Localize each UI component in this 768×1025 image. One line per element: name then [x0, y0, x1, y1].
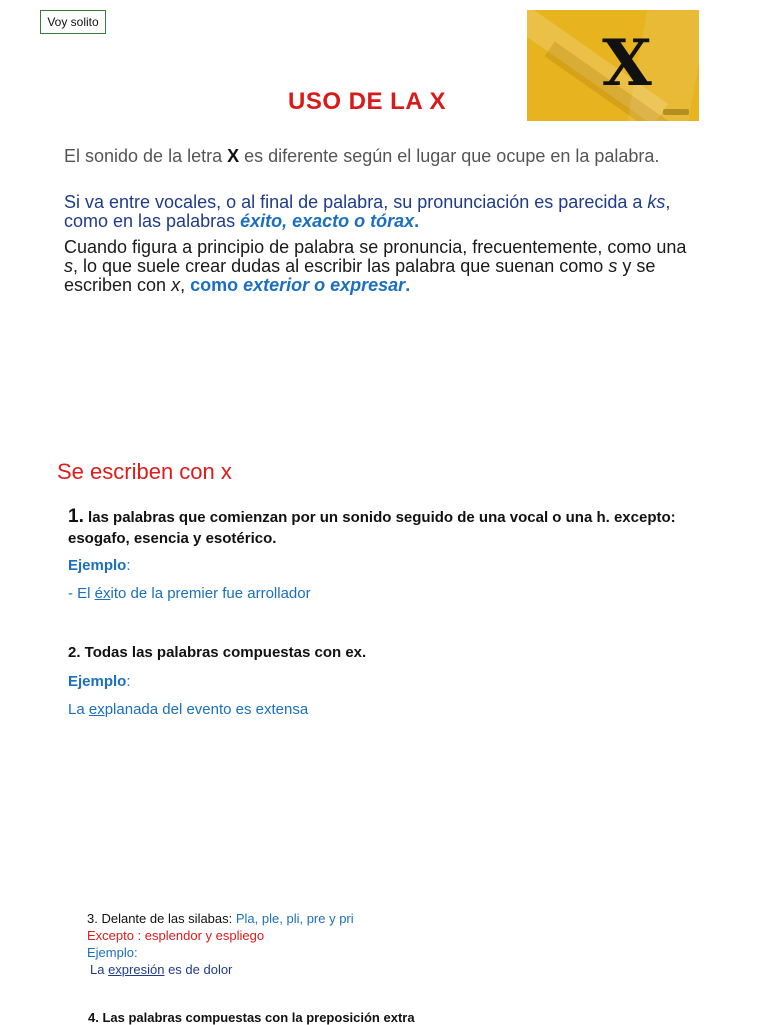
intro-text: , lo que suele crear dudas al escribir las palabra que suenan como — [73, 256, 609, 276]
example-text: La — [90, 962, 109, 977]
example-text: es de dolor — [164, 962, 233, 977]
intro-text: , — [180, 275, 191, 295]
rule-3-exception: Excepto : esplendor y espliego — [87, 928, 265, 943]
example-text: La — [68, 701, 89, 718]
intro-text: El sonido de la letra — [64, 146, 228, 166]
page-title: USO DE LA X — [288, 88, 446, 115]
rule-text: 3. Delante de las silabas: — [87, 911, 236, 926]
example-label-text: Ejemplo — [68, 673, 127, 690]
rule-2: 2. Todas las palabras compuestas con ex. — [68, 644, 367, 661]
intro-paragraph-2 — [64, 193, 704, 231]
example-colon: : — [126, 557, 131, 574]
intro-text: . — [414, 211, 420, 231]
example-text: planada del evento es extensa — [104, 701, 309, 718]
example-underlined: expresión — [108, 962, 165, 977]
intro-text: como — [190, 275, 244, 295]
rule-syllables: Pla, ple, pli, pre y pri — [235, 911, 354, 926]
intro-example-words: exterior o expresar — [243, 275, 406, 295]
rule-3-example-label: Ejemplo: — [87, 945, 138, 960]
rule-4: 4. Las palabras compuestas con la preposición extra — [88, 1010, 415, 1025]
intro-text: . — [405, 275, 411, 295]
rule-3-example — [90, 961, 232, 978]
intro-paragraph-1 — [64, 147, 704, 166]
voy-solito-badge: Voy solito — [40, 10, 106, 34]
intro-text: Si va entre vocales, o al final de palabra, su pronunciación es parecida a — [64, 192, 648, 212]
rule-3 — [87, 910, 354, 927]
example-underlined: ex — [88, 701, 105, 718]
example-1 — [68, 585, 311, 602]
intro-example-words: éxito, exacto o tórax — [240, 211, 415, 231]
example-label — [68, 557, 131, 574]
example-underlined: éx — [94, 585, 111, 602]
example-text: ito de la premier fue arrollador — [110, 585, 311, 602]
intro-italic: s — [64, 256, 73, 276]
intro-bold-x: X — [227, 146, 240, 166]
rule-1 — [68, 506, 708, 549]
banner-logo-mark — [663, 109, 689, 115]
intro-italic: s — [608, 256, 618, 276]
intro-italic: ks — [647, 192, 666, 212]
example-colon: : — [126, 673, 131, 690]
section-title: Se escriben con x — [57, 459, 232, 484]
example-label — [68, 673, 131, 690]
intro-text: es diferente según el lugar que ocupe en la palabra. — [239, 146, 660, 166]
intro-text: , como en las palabras — [64, 192, 671, 231]
intro-paragraph-3 — [64, 238, 704, 295]
example-text: - El — [68, 585, 95, 602]
intro-text: y se escriben con — [64, 256, 656, 295]
intro-italic: x — [171, 275, 181, 295]
intro-text: Cuando figura a principio de palabra se pronuncia, frecuentemente, como una — [64, 237, 687, 257]
rule-number: 1. — [68, 506, 84, 527]
rule-text: las palabras que comienzan por un sonido seguido de una vocal o una h. excepto: esogafo, esencia y esotérico. — [68, 509, 676, 547]
example-label-text: Ejemplo — [68, 557, 127, 574]
example-2 — [68, 701, 308, 718]
letter-x-banner — [527, 10, 699, 121]
letter-x-glyph: X — [602, 26, 652, 101]
